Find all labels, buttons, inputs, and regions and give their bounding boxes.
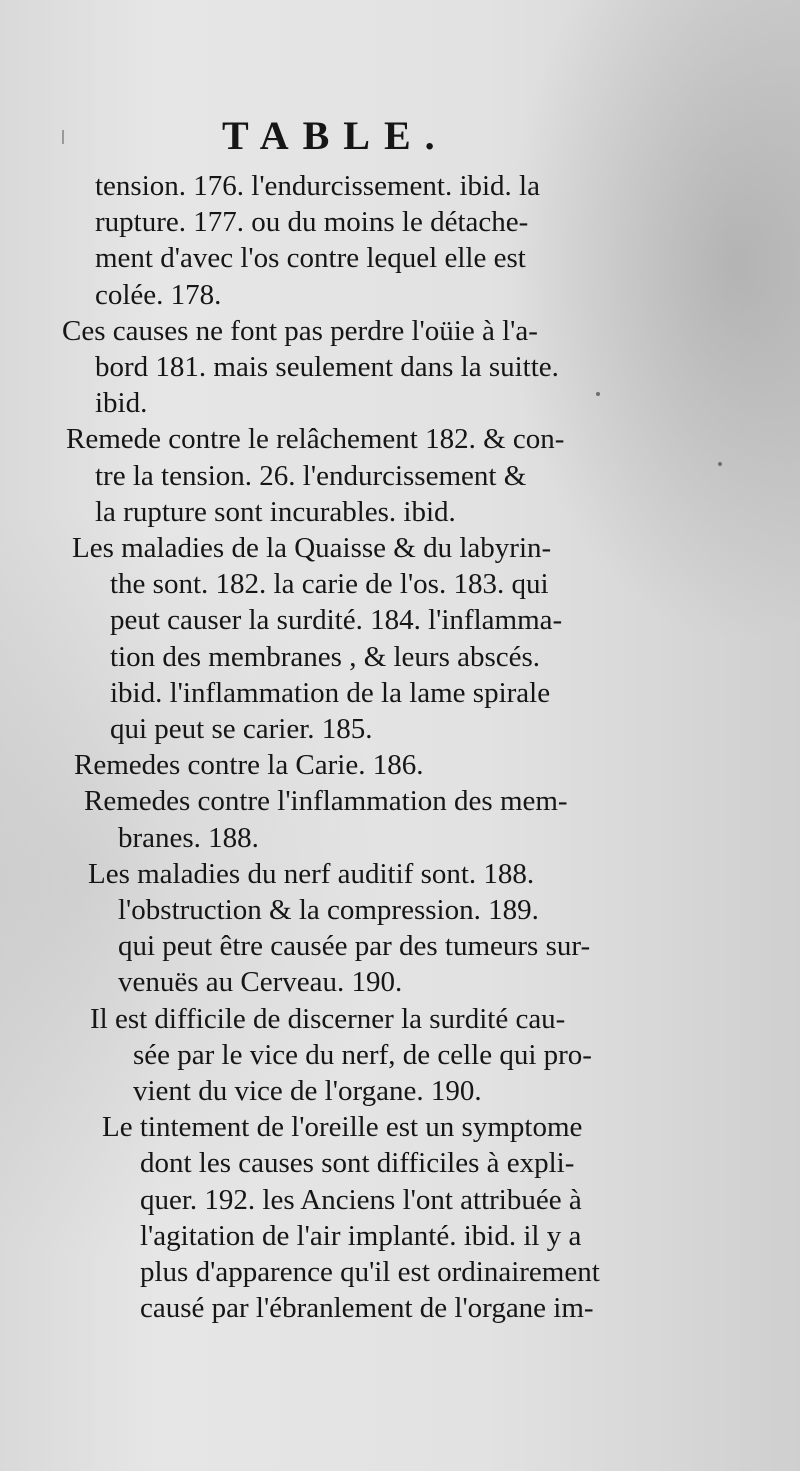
entry-line: causé par l'ébranlement de l'organe im-	[140, 1292, 594, 1325]
index-entry	[0, 747, 800, 783]
entry-line: Remedes contre la Carie. 186.	[74, 749, 424, 782]
margin-mark	[62, 130, 64, 144]
entry-line: vient du vice de l'organe. 190.	[133, 1075, 482, 1108]
entry-line: qui peut être causée par des tumeurs sur-	[118, 930, 591, 963]
entry-line: plus d'apparence qu'il est ordinairement	[140, 1256, 600, 1289]
entry-line: l'agitation de l'air implanté. ibid. il y a	[140, 1219, 582, 1252]
entry-line: venuës au Cerveau. 190.	[118, 966, 403, 999]
entry-line: la rupture sont incurables. ibid.	[95, 495, 456, 528]
entry-line: sée par le vice du nerf, de celle qui pro-	[133, 1038, 592, 1071]
entry-line: Remedes contre l'inflammation des mem-	[84, 785, 568, 818]
index-entry	[0, 313, 800, 422]
entry-line: Il est difficile de discerner la surdité cau-	[90, 1002, 566, 1035]
entry-line: bord 181. mais seulement dans la suitte.	[95, 351, 559, 384]
entry-line: ibid.	[95, 387, 148, 420]
entry-line: Ces causes ne font pas perdre l'oüie à l'a-	[62, 314, 538, 347]
index-entry	[0, 530, 800, 747]
entry-line: tension. 176. l'endurcissement. ibid. la	[95, 170, 540, 202]
entry-line: dont les causes sont difficiles à expli-	[140, 1147, 575, 1180]
entry-line: peut causer la surdité. 184. l'inflamma-	[110, 604, 563, 637]
entry-line: qui peut se carier. 185.	[110, 713, 373, 746]
entry-line: colée. 178.	[95, 278, 222, 311]
entry-line: ment d'avec l'os contre lequel elle est	[95, 242, 526, 275]
entry-line: tion des membranes , & leurs abscés.	[110, 640, 541, 673]
index-entry	[0, 856, 800, 1001]
entry-line: branes. 188.	[118, 821, 259, 854]
index-entry	[0, 1001, 800, 1110]
entry-line: the sont. 182. la carie de l'os. 183. qui	[110, 568, 549, 601]
index-entry	[0, 421, 800, 530]
running-head: TABLE.	[222, 113, 449, 158]
entry-line: quer. 192. les Anciens l'ont attribuée à	[140, 1183, 582, 1216]
entry-line: Les maladies de la Quaisse & du labyrin-	[72, 532, 552, 565]
entry-line: ibid. l'inflammation de la lame spirale	[110, 676, 551, 709]
index-entry	[0, 168, 800, 313]
entry-line: tre la tension. 26. l'endurcissement &	[95, 459, 527, 492]
index-entry	[0, 1109, 800, 1326]
index-entry	[0, 783, 800, 855]
entry-line: Remede contre le relâchement 182. & con-	[66, 423, 565, 456]
entry-line: Les maladies du nerf auditif sont. 188.	[88, 857, 535, 890]
table-entries	[0, 168, 800, 1327]
entry-line: l'obstruction & la compression. 189.	[118, 894, 539, 927]
entry-line: rupture. 177. ou du moins le détache-	[95, 206, 529, 239]
entry-line: Le tintement de l'oreille est un symptome	[102, 1111, 583, 1144]
